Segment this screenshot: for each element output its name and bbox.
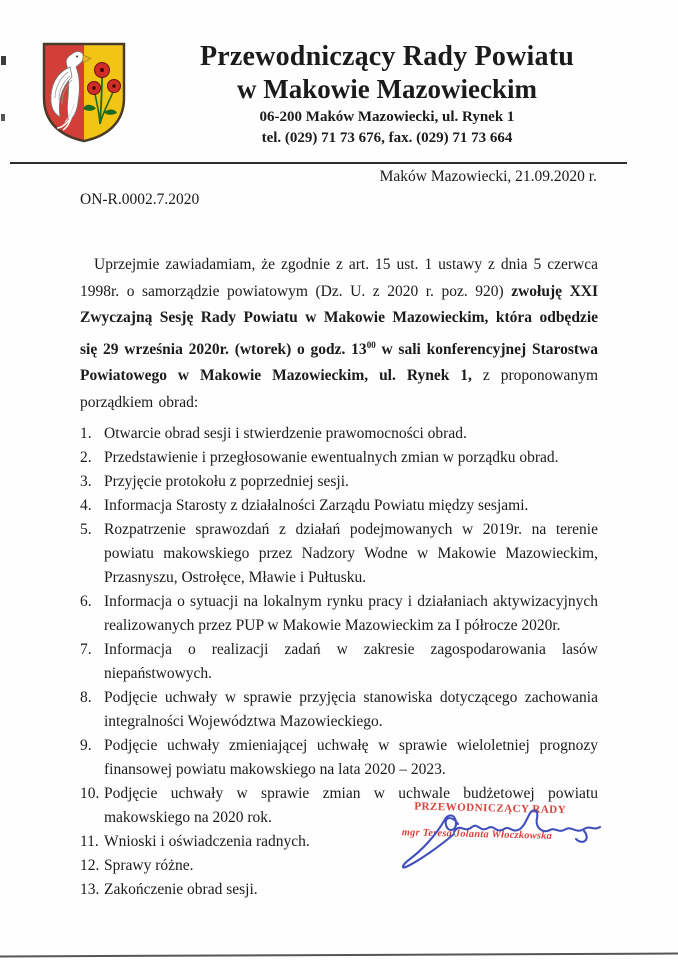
signature-stamp	[401, 800, 620, 844]
agenda-item-text: Rozpatrzenie sprawozdań z działań podejmowanych w 2019r. na terenie powiatu makowskiego przez Nadzory Wodne w Makowie Mazowieckim, Przasnyszu, Ostrołęce, Mławie i Pułtusku.	[104, 521, 598, 587]
agenda-item	[80, 734, 598, 782]
agenda-item	[80, 878, 598, 902]
agenda-item-number: 13.	[80, 881, 100, 899]
coat-of-arms-icon	[38, 40, 130, 146]
agenda-item-number: 2.	[80, 449, 92, 467]
agenda-item	[80, 590, 598, 638]
scan-speck	[1, 56, 6, 65]
agenda-item-number: 4.	[80, 497, 92, 515]
header-address-line1: 06-200 Maków Mazowiecki, ul. Rynek 1	[259, 109, 515, 125]
stamp-name: mgr Teresa Jolanta Włoczkowska	[401, 827, 553, 842]
agenda-item-number: 9.	[80, 737, 92, 755]
agenda-item	[80, 686, 598, 734]
place-date-line: Maków Mazowiecki, 21.09.2020 r.	[379, 168, 597, 185]
agenda-item-number: 10.	[80, 785, 100, 803]
agenda-item	[80, 494, 598, 518]
letterhead	[152, 0, 622, 148]
agenda-item-number: 7.	[80, 641, 92, 659]
agenda-item-number: 1.	[80, 425, 92, 443]
intro-bold-2: w sali konferencyjnej Starostwa Powiatowego w Makowie Mazowieckim, ul. Rynek 1,	[80, 340, 598, 385]
agenda-item-text: Sprawy różne.	[104, 857, 194, 875]
agenda-item	[80, 422, 598, 446]
scan-speck	[1, 114, 5, 121]
header-divider	[10, 162, 627, 164]
agenda-item-text: Informacja o sytuacji na lokalnym rynku pracy i działaniach aktywizacyjnych realizowanych przez PUP w Makowie Mazowieckim za I półrocze 2020r.	[104, 593, 598, 635]
agenda-item-number: 5.	[80, 521, 92, 539]
intro-bold-1: zwołuję XXI Zwyczajną Sesję Rady Powiatu w Makowie Mazowieckim, która odbędzie się 29 września 2020r. (wtorek) o godz. 13	[80, 282, 598, 358]
header-title-line1: Przewodniczący Rady Powiatu	[199, 41, 574, 72]
header-address-line2: tel. (029) 71 73 676, fax. (029) 71 73 664	[261, 130, 513, 146]
agenda-item	[80, 518, 598, 590]
agenda-item-number: 11.	[80, 833, 99, 851]
stamp-title: PRZEWODNICZĄCY RADY	[414, 800, 567, 817]
agenda-item-number: 8.	[80, 689, 92, 707]
agenda-item	[80, 638, 598, 686]
agenda-item-text: Przedstawienie i przegłosowanie ewentualnych zmian w porządku obrad.	[104, 449, 559, 467]
agenda-item	[80, 470, 598, 494]
agenda-item-text: Podjęcie uchwały w sprawie zmian w uchwale budżetowej powiatu makowskiego na 2020 rok.	[104, 785, 598, 827]
agenda-item-text: Otwarcie obrad sesji i stwierdzenie prawomocności obrad.	[104, 425, 467, 443]
agenda-item-text: Informacja Starosty z działalności Zarządu Powiatu między sesjami.	[104, 497, 529, 515]
bottom-scan-line	[0, 952, 678, 957]
agenda-item-number: 3.	[80, 473, 92, 491]
agenda-item	[80, 854, 598, 878]
header-title-line2: w Makowie Mazowieckim	[237, 74, 537, 104]
intro-paragraph	[80, 252, 598, 416]
intro-hours-superscript: 00	[366, 339, 376, 350]
agenda-item	[80, 446, 598, 470]
intro-regular-2: z proponowanym porządkiem obrad:	[80, 367, 598, 411]
agenda-item-text: Zakończenie obrad sesji.	[104, 881, 258, 899]
agenda-item-text: Informacja o realizacji zadań w zakresie zagospodarowania lasów niepaństwowych.	[104, 641, 598, 683]
agenda-item-text: Podjęcie uchwały zmieniającej uchwałę w sprawie wieloletniej prognozy finansowej powiatu makowskiego na lata 2020 – 2023.	[104, 737, 598, 779]
intro-regular-1: Uprzejmie zawiadamiam, że zgodnie z art. 15 ust. 1 ustawy z dnia 5 czerwca 1998r. o samorządzie powiatowym (Dz. U. z 2020 r. poz. 920)	[80, 256, 598, 300]
agenda-item-text: Przyjęcie protokołu z poprzedniej sesji.	[104, 473, 349, 491]
agenda-item-number: 6.	[80, 593, 92, 611]
agenda-item-text: Podjęcie uchwały w sprawie przyjęcia stanowiska dotyczącego zachowania integralności Województwa Mazowieckiego.	[104, 689, 598, 731]
agenda-item-number: 12.	[80, 857, 100, 875]
agenda-item-text: Wnioski i oświadczenia radnych.	[104, 833, 310, 851]
reference-number: ON-R.0002.7.2020	[80, 191, 200, 208]
